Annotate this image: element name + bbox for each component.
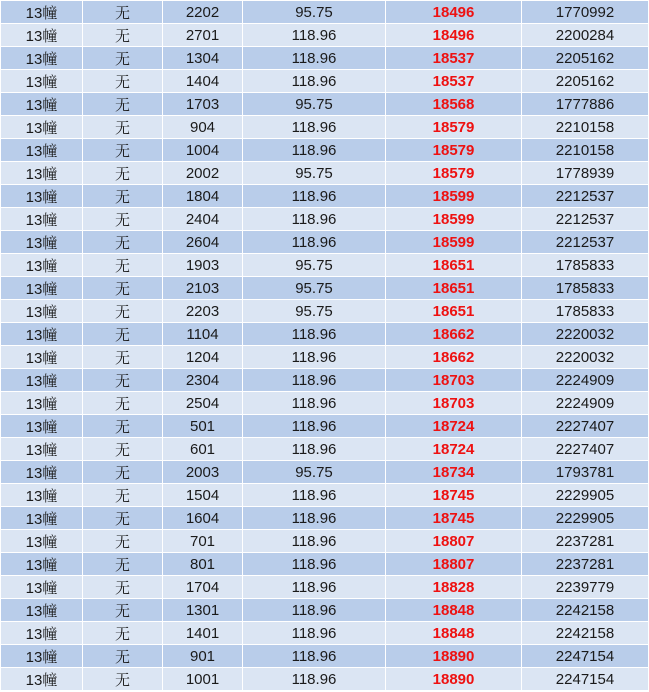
building-cell: 13幢 bbox=[1, 231, 83, 254]
extra-cell: 无 bbox=[83, 599, 163, 622]
building-cell: 13幢 bbox=[1, 277, 83, 300]
building-cell: 13幢 bbox=[1, 622, 83, 645]
total-price-cell: 1778939 bbox=[522, 162, 649, 185]
total-price-cell: 2237281 bbox=[522, 553, 649, 576]
room-number-cell: 1401 bbox=[163, 622, 243, 645]
total-price-cell: 1793781 bbox=[522, 461, 649, 484]
building-cell: 13幢 bbox=[1, 70, 83, 93]
total-price-cell: 2205162 bbox=[522, 47, 649, 70]
table-row bbox=[1, 139, 649, 162]
extra-cell: 无 bbox=[83, 622, 163, 645]
area-cell: 118.96 bbox=[243, 346, 386, 369]
extra-cell: 无 bbox=[83, 1, 163, 24]
building-cell: 13幢 bbox=[1, 438, 83, 461]
area-cell: 118.96 bbox=[243, 415, 386, 438]
total-price-cell: 2227407 bbox=[522, 415, 649, 438]
extra-cell: 无 bbox=[83, 530, 163, 553]
table-row bbox=[1, 116, 649, 139]
area-cell: 118.96 bbox=[243, 530, 386, 553]
building-cell: 13幢 bbox=[1, 599, 83, 622]
unit-price-cell: 18724 bbox=[386, 415, 522, 438]
building-cell: 13幢 bbox=[1, 645, 83, 668]
extra-cell: 无 bbox=[83, 185, 163, 208]
unit-price-cell: 18890 bbox=[386, 645, 522, 668]
area-cell: 118.96 bbox=[243, 369, 386, 392]
area-cell: 118.96 bbox=[243, 438, 386, 461]
area-cell: 118.96 bbox=[243, 47, 386, 70]
total-price-cell: 2227407 bbox=[522, 438, 649, 461]
building-cell: 13幢 bbox=[1, 1, 83, 24]
building-cell: 13幢 bbox=[1, 323, 83, 346]
table-row bbox=[1, 162, 649, 185]
room-number-cell: 2202 bbox=[163, 1, 243, 24]
building-cell: 13幢 bbox=[1, 208, 83, 231]
extra-cell: 无 bbox=[83, 47, 163, 70]
room-number-cell: 2304 bbox=[163, 369, 243, 392]
table-row bbox=[1, 346, 649, 369]
table-row bbox=[1, 599, 649, 622]
area-cell: 118.96 bbox=[243, 599, 386, 622]
room-number-cell: 904 bbox=[163, 116, 243, 139]
unit-price-cell: 18651 bbox=[386, 254, 522, 277]
unit-price-cell: 18745 bbox=[386, 484, 522, 507]
total-price-cell: 2212537 bbox=[522, 231, 649, 254]
total-price-cell: 2224909 bbox=[522, 369, 649, 392]
building-cell: 13幢 bbox=[1, 369, 83, 392]
room-number-cell: 1301 bbox=[163, 599, 243, 622]
unit-price-cell: 18807 bbox=[386, 553, 522, 576]
extra-cell: 无 bbox=[83, 645, 163, 668]
table-row bbox=[1, 47, 649, 70]
extra-cell: 无 bbox=[83, 553, 163, 576]
extra-cell: 无 bbox=[83, 668, 163, 691]
unit-price-cell: 18496 bbox=[386, 1, 522, 24]
building-cell: 13幢 bbox=[1, 668, 83, 691]
unit-price-cell: 18579 bbox=[386, 162, 522, 185]
total-price-cell: 2212537 bbox=[522, 185, 649, 208]
unit-price-cell: 18703 bbox=[386, 392, 522, 415]
unit-price-cell: 18724 bbox=[386, 438, 522, 461]
table-row bbox=[1, 24, 649, 47]
area-cell: 118.96 bbox=[243, 208, 386, 231]
extra-cell: 无 bbox=[83, 162, 163, 185]
area-cell: 95.75 bbox=[243, 277, 386, 300]
total-price-cell: 1785833 bbox=[522, 300, 649, 323]
building-cell: 13幢 bbox=[1, 507, 83, 530]
unit-price-cell: 18537 bbox=[386, 70, 522, 93]
unit-price-cell: 18662 bbox=[386, 346, 522, 369]
unit-price-cell: 18745 bbox=[386, 507, 522, 530]
total-price-cell: 2212537 bbox=[522, 208, 649, 231]
room-number-cell: 1504 bbox=[163, 484, 243, 507]
building-cell: 13幢 bbox=[1, 162, 83, 185]
building-cell: 13幢 bbox=[1, 254, 83, 277]
table-row bbox=[1, 392, 649, 415]
area-cell: 95.75 bbox=[243, 254, 386, 277]
area-cell: 95.75 bbox=[243, 93, 386, 116]
extra-cell: 无 bbox=[83, 70, 163, 93]
total-price-cell: 2210158 bbox=[522, 139, 649, 162]
room-number-cell: 2203 bbox=[163, 300, 243, 323]
table-row bbox=[1, 484, 649, 507]
building-cell: 13幢 bbox=[1, 415, 83, 438]
extra-cell: 无 bbox=[83, 484, 163, 507]
unit-price-cell: 18734 bbox=[386, 461, 522, 484]
total-price-cell: 2242158 bbox=[522, 622, 649, 645]
table-row bbox=[1, 323, 649, 346]
total-price-cell: 1785833 bbox=[522, 277, 649, 300]
unit-price-cell: 18651 bbox=[386, 300, 522, 323]
unit-price-cell: 18662 bbox=[386, 323, 522, 346]
building-cell: 13幢 bbox=[1, 24, 83, 47]
table-row bbox=[1, 530, 649, 553]
extra-cell: 无 bbox=[83, 116, 163, 139]
area-cell: 118.96 bbox=[243, 24, 386, 47]
extra-cell: 无 bbox=[83, 507, 163, 530]
extra-cell: 无 bbox=[83, 323, 163, 346]
area-cell: 118.96 bbox=[243, 185, 386, 208]
area-cell: 118.96 bbox=[243, 116, 386, 139]
area-cell: 95.75 bbox=[243, 1, 386, 24]
area-cell: 118.96 bbox=[243, 622, 386, 645]
total-price-cell: 2229905 bbox=[522, 507, 649, 530]
room-number-cell: 1304 bbox=[163, 47, 243, 70]
area-cell: 95.75 bbox=[243, 300, 386, 323]
area-cell: 95.75 bbox=[243, 461, 386, 484]
extra-cell: 无 bbox=[83, 93, 163, 116]
price-table-body bbox=[1, 1, 649, 691]
unit-price-cell: 18807 bbox=[386, 530, 522, 553]
unit-price-cell: 18703 bbox=[386, 369, 522, 392]
room-number-cell: 1404 bbox=[163, 70, 243, 93]
area-cell: 118.96 bbox=[243, 668, 386, 691]
unit-price-cell: 18651 bbox=[386, 277, 522, 300]
room-number-cell: 1104 bbox=[163, 323, 243, 346]
area-cell: 118.96 bbox=[243, 553, 386, 576]
table-row bbox=[1, 553, 649, 576]
area-cell: 118.96 bbox=[243, 507, 386, 530]
total-price-cell: 2237281 bbox=[522, 530, 649, 553]
table-row bbox=[1, 668, 649, 691]
table-row bbox=[1, 300, 649, 323]
table-row bbox=[1, 461, 649, 484]
room-number-cell: 2504 bbox=[163, 392, 243, 415]
unit-price-cell: 18599 bbox=[386, 208, 522, 231]
unit-price-cell: 18848 bbox=[386, 599, 522, 622]
area-cell: 118.96 bbox=[243, 576, 386, 599]
total-price-cell: 2242158 bbox=[522, 599, 649, 622]
extra-cell: 无 bbox=[83, 300, 163, 323]
table-row bbox=[1, 507, 649, 530]
area-cell: 95.75 bbox=[243, 162, 386, 185]
building-cell: 13幢 bbox=[1, 530, 83, 553]
room-number-cell: 1001 bbox=[163, 668, 243, 691]
unit-price-cell: 18537 bbox=[386, 47, 522, 70]
area-cell: 118.96 bbox=[243, 231, 386, 254]
room-number-cell: 2003 bbox=[163, 461, 243, 484]
table-row bbox=[1, 231, 649, 254]
extra-cell: 无 bbox=[83, 254, 163, 277]
area-cell: 118.96 bbox=[243, 484, 386, 507]
total-price-cell: 2224909 bbox=[522, 392, 649, 415]
total-price-cell: 2247154 bbox=[522, 645, 649, 668]
table-row bbox=[1, 369, 649, 392]
total-price-cell: 2210158 bbox=[522, 116, 649, 139]
area-cell: 118.96 bbox=[243, 70, 386, 93]
room-number-cell: 2404 bbox=[163, 208, 243, 231]
room-number-cell: 2103 bbox=[163, 277, 243, 300]
unit-price-cell: 18599 bbox=[386, 231, 522, 254]
table-row bbox=[1, 93, 649, 116]
total-price-cell: 1785833 bbox=[522, 254, 649, 277]
extra-cell: 无 bbox=[83, 208, 163, 231]
unit-price-cell: 18579 bbox=[386, 139, 522, 162]
area-cell: 118.96 bbox=[243, 139, 386, 162]
unit-price-cell: 18568 bbox=[386, 93, 522, 116]
unit-price-cell: 18828 bbox=[386, 576, 522, 599]
table-row bbox=[1, 208, 649, 231]
area-cell: 118.96 bbox=[243, 645, 386, 668]
total-price-cell: 2200284 bbox=[522, 24, 649, 47]
unit-price-cell: 18848 bbox=[386, 622, 522, 645]
table-row bbox=[1, 576, 649, 599]
extra-cell: 无 bbox=[83, 346, 163, 369]
room-number-cell: 1004 bbox=[163, 139, 243, 162]
building-cell: 13幢 bbox=[1, 300, 83, 323]
room-number-cell: 2701 bbox=[163, 24, 243, 47]
total-price-cell: 2247154 bbox=[522, 668, 649, 691]
room-number-cell: 2604 bbox=[163, 231, 243, 254]
total-price-cell: 2239779 bbox=[522, 576, 649, 599]
total-price-cell: 1777886 bbox=[522, 93, 649, 116]
room-number-cell: 1204 bbox=[163, 346, 243, 369]
table-row bbox=[1, 438, 649, 461]
total-price-cell: 2220032 bbox=[522, 323, 649, 346]
extra-cell: 无 bbox=[83, 231, 163, 254]
extra-cell: 无 bbox=[83, 438, 163, 461]
building-cell: 13幢 bbox=[1, 139, 83, 162]
table-row bbox=[1, 622, 649, 645]
building-cell: 13幢 bbox=[1, 461, 83, 484]
table-row bbox=[1, 277, 649, 300]
table-row bbox=[1, 185, 649, 208]
extra-cell: 无 bbox=[83, 461, 163, 484]
room-number-cell: 701 bbox=[163, 530, 243, 553]
building-cell: 13幢 bbox=[1, 392, 83, 415]
extra-cell: 无 bbox=[83, 392, 163, 415]
total-price-cell: 2205162 bbox=[522, 70, 649, 93]
room-number-cell: 2002 bbox=[163, 162, 243, 185]
extra-cell: 无 bbox=[83, 369, 163, 392]
total-price-cell: 1770992 bbox=[522, 1, 649, 24]
extra-cell: 无 bbox=[83, 24, 163, 47]
extra-cell: 无 bbox=[83, 277, 163, 300]
building-cell: 13幢 bbox=[1, 346, 83, 369]
room-number-cell: 1604 bbox=[163, 507, 243, 530]
building-cell: 13幢 bbox=[1, 93, 83, 116]
table-row bbox=[1, 1, 649, 24]
total-price-cell: 2220032 bbox=[522, 346, 649, 369]
room-number-cell: 1703 bbox=[163, 93, 243, 116]
building-cell: 13幢 bbox=[1, 576, 83, 599]
building-cell: 13幢 bbox=[1, 484, 83, 507]
unit-price-cell: 18579 bbox=[386, 116, 522, 139]
table-row bbox=[1, 254, 649, 277]
room-number-cell: 1704 bbox=[163, 576, 243, 599]
room-number-cell: 1804 bbox=[163, 185, 243, 208]
extra-cell: 无 bbox=[83, 139, 163, 162]
room-number-cell: 501 bbox=[163, 415, 243, 438]
unit-price-cell: 18890 bbox=[386, 668, 522, 691]
room-number-cell: 1903 bbox=[163, 254, 243, 277]
extra-cell: 无 bbox=[83, 415, 163, 438]
extra-cell: 无 bbox=[83, 576, 163, 599]
unit-price-cell: 18599 bbox=[386, 185, 522, 208]
room-number-cell: 901 bbox=[163, 645, 243, 668]
area-cell: 118.96 bbox=[243, 392, 386, 415]
area-cell: 118.96 bbox=[243, 323, 386, 346]
building-cell: 13幢 bbox=[1, 553, 83, 576]
table-row bbox=[1, 70, 649, 93]
total-price-cell: 2229905 bbox=[522, 484, 649, 507]
table-row bbox=[1, 645, 649, 668]
building-cell: 13幢 bbox=[1, 116, 83, 139]
room-number-cell: 801 bbox=[163, 553, 243, 576]
table-row bbox=[1, 415, 649, 438]
room-number-cell: 601 bbox=[163, 438, 243, 461]
building-cell: 13幢 bbox=[1, 185, 83, 208]
building-cell: 13幢 bbox=[1, 47, 83, 70]
unit-price-cell: 18496 bbox=[386, 24, 522, 47]
